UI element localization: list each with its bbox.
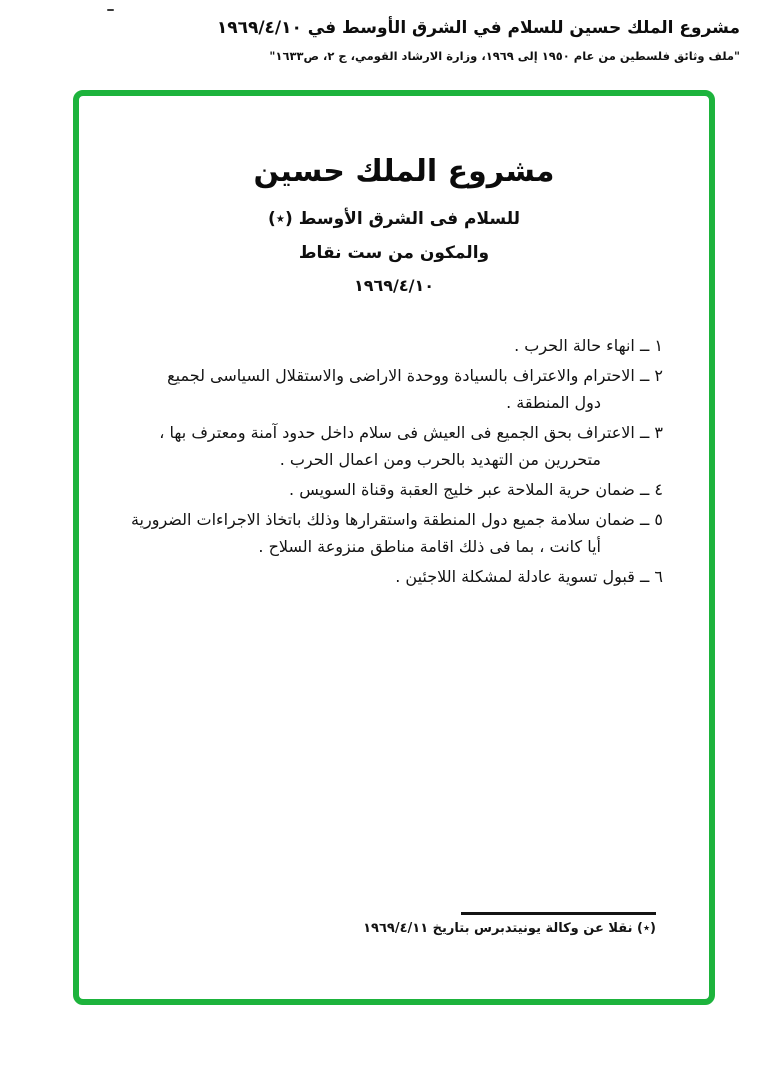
point-line-continuation: أيا كانت ، بما فى ذلك اقامة مناطق منزوعة السلاح . xyxy=(258,537,601,556)
list-item xyxy=(109,362,663,416)
header-source-citation: "ملف وثائق فلسطين من عام ١٩٥٠ إلى ١٩٦٩، وزارة الارشاد القومي، ج ٢، ص١٦٣٣" xyxy=(269,49,740,63)
list-item xyxy=(109,563,663,590)
point-line: ٦ ــ قبول تسوية عادلة لمشكلة اللاجئين . xyxy=(395,567,663,586)
document-header xyxy=(80,18,740,63)
point-line: ٤ ــ ضمان حرية الملاحة عبر خليج العقبة وقناة السويس . xyxy=(289,480,663,499)
scan-speck xyxy=(107,9,114,11)
green-framed-page xyxy=(73,90,715,1005)
footnote-block xyxy=(119,912,656,936)
header-title: مشروع الملك حسين للسلام في الشرق الأوسط في ١٩٦٩/٤/١٠ xyxy=(216,18,740,38)
list-item xyxy=(109,419,663,473)
point-line-continuation: دول المنطقة . xyxy=(506,393,601,412)
document-subtitle-2: والمكون من ست نقاط xyxy=(298,243,490,263)
numbered-points-list xyxy=(109,332,663,593)
footnote-divider xyxy=(461,912,656,915)
list-item xyxy=(109,476,663,503)
point-line: ٣ ــ الاعتراف بحق الجميع فى العيش فى سلام داخل حدود آمنة ومعترف بها ، xyxy=(159,423,663,442)
list-item xyxy=(109,332,663,359)
point-line: ٥ ــ ضمان سلامة جميع دول المنطقة واستقرارها وذلك باتخاذ الاجراءات الضرورية xyxy=(130,510,663,529)
point-line: ٢ ــ الاحترام والاعتراف بالسيادة ووحدة الاراضى والاستقلال السياسى لجميع xyxy=(167,366,663,385)
list-item xyxy=(109,506,663,560)
document-title: مشروع الملك حسين xyxy=(253,154,555,189)
footnote-text: (٭) نقلا عن وكالة يونيتدبرس بتاريخ ١٩٦٩/٤/١١ xyxy=(363,921,656,936)
point-line-continuation: متحررين من التهديد بالحرب ومن اعمال الحرب . xyxy=(279,450,601,469)
document-subtitle: للسلام فى الشرق الأوسط (٭) xyxy=(267,209,521,229)
point-line: ١ ــ انهاء حالة الحرب . xyxy=(514,336,663,355)
document-date: ١٩٦٩/٤/١٠ xyxy=(353,276,435,295)
